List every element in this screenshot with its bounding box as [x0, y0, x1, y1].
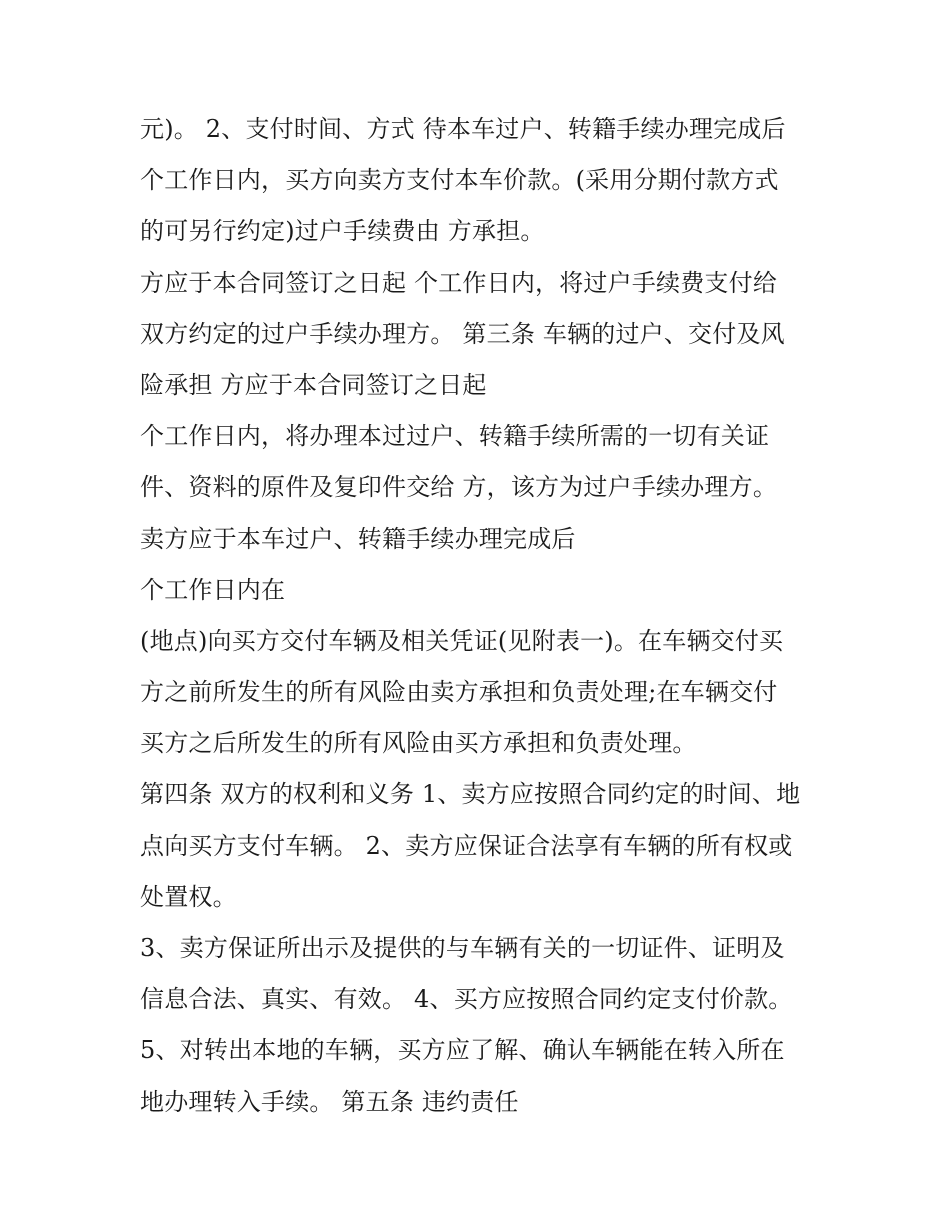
text-line: 元)。 2、支付时间、方式 待本车过户、转籍手续办理完成后	[140, 115, 786, 143]
text-line: 5、对转出本地的车辆，买方应了解、确认车辆能在转入所在	[140, 1036, 785, 1065]
text-line: (地点)向买方交付车辆及相关凭证(见附表一)。在车辆交付买	[140, 626, 784, 655]
text-line: 双方约定的过户手续办理方。 第三条 车辆的过户、交付及风	[140, 319, 785, 348]
text-line: 险承担 方应于本合同签订之日起	[140, 370, 487, 399]
text-line: 件、资料的原件及复印件交给 方，该方为过户手续办理方。	[140, 473, 778, 502]
text-line: 信息合法、真实、有效。 4、买方应按照合同约定支付价款。	[140, 985, 793, 1014]
text-line: 方之前所发生的所有风险由卖方承担和负责处理;在车辆交付	[140, 678, 778, 707]
text-line: 3、卖方保证所出示及提供的与车辆有关的一切证件、证明及	[140, 934, 785, 962]
text-line: 地办理转入手续。 第五条 违约责任	[140, 1087, 519, 1116]
text-line: 个工作日内，买方向卖方支付本车价款。(采用分期付款方式	[140, 166, 779, 195]
text-line: 卖方应于本车过户、转籍手续办理完成后	[140, 524, 576, 553]
document-body	[140, 104, 820, 1128]
text-line: 的可另行约定)过户手续费由 方承担。	[140, 217, 545, 246]
text-line: 处置权。	[140, 882, 237, 911]
text-line: 买方之后所发生的所有风险由买方承担和负责处理。	[140, 729, 697, 758]
text-line: 个工作日内，将办理本过过户、转籍手续所需的一切有关证	[140, 422, 770, 451]
text-line: 点向买方支付车辆。 2、卖方应保证合法享有车辆的所有权或	[140, 831, 793, 860]
text-line: 第四条 双方的权利和义务 1、卖方应按照合同约定的时间、地	[140, 780, 801, 809]
text-line: 方应于本合同签订之日起 个工作日内，将过户手续费支付给	[140, 268, 778, 297]
text-line: 个工作日内在	[140, 575, 286, 604]
